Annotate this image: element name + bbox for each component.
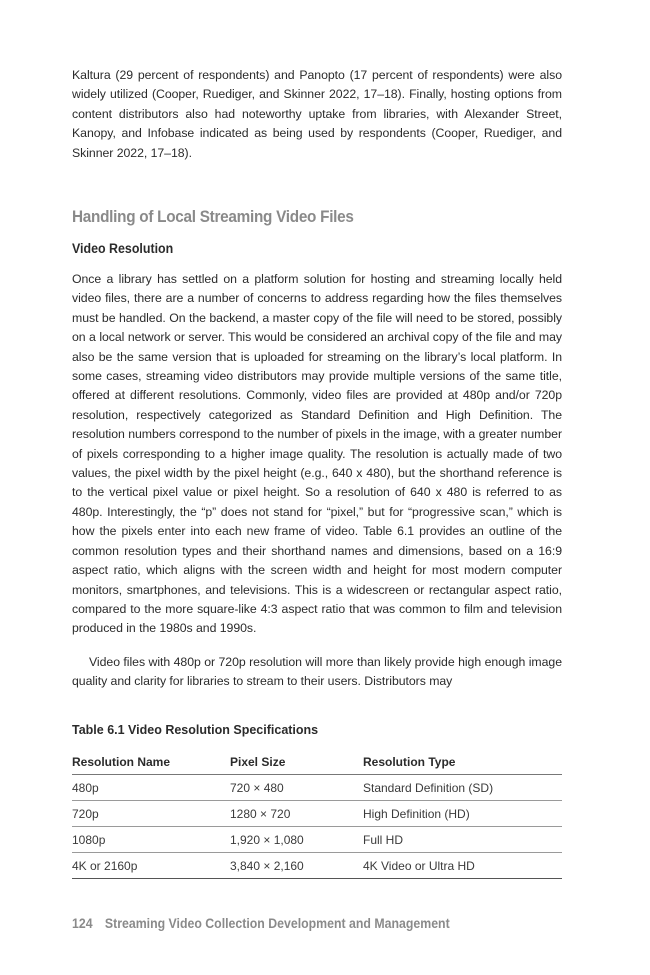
table-row (72, 775, 562, 801)
body-paragraph-2: Video files with 480p or 720p resolution will more than likely provide high enough image quality and clarity for libraries to stream to their users. Distributors may (72, 655, 562, 689)
body-paragraph-1: Once a library has settled on a platform solution for hosting and streaming locally held video files, there are a number of concerns to address regarding how the files themselves must be handled. On the backend, a master copy of the file will need to be stored, possibly on a local network or server. This would be considered an archival copy of the file and may also be the same version that is uploaded for streaming on the library’s local platform. In some cases, streaming video distributors may provide multiple versions of the same title, offered at different resolutions. Commonly, video files are provided at 480p and/or 720p resolution, respectively categorized as Standard Definition and High Definition. The resolution numbers correspond to the number of pixels in the image, with a greater number of pixels corresponding to a higher image quality. The resolution is actually made of two values, the pixel width by the pixel height (e.g., 640 x 480), but the shorthand reference is to the vertical pixel value or pixel height. So a resolution of 640 x 480 is referred to as 480p. Interestingly, the “p” does not stand for “pixel,” but for “progressive scan,” which is how the pixels enter into each new frame of video. Table 6.1 provides an outline of the common resolution types and their shorthand names and dimensions, based on a 16:9 aspect ratio, which aligns with the screen width and height for most modern computer monitors, smartphones, and televisions. This is a widescreen or rectangular aspect ratio, compared to the more square-like 4:3 aspect ratio that was common to film and television produced in the 1980s and 1990s. (72, 272, 562, 636)
table-cell: Full HD (363, 827, 562, 853)
table-cell: 480p (72, 775, 230, 801)
table-cell: 720 × 480 (230, 775, 363, 801)
table-cell: 1280 × 720 (230, 801, 363, 827)
table-cell: 3,840 × 2,160 (230, 853, 363, 879)
table-row (72, 827, 562, 853)
page-number: 124 (72, 915, 93, 931)
running-title: Streaming Video Collection Development and Management (104, 915, 450, 931)
table-cell: Standard Definition (SD) (363, 775, 562, 801)
column-header: Resolution Name (72, 752, 230, 775)
page-footer (72, 915, 450, 931)
intro-paragraph: Kaltura (29 percent of respondents) and Panopto (17 percent of respondents) were also widely utilized (Cooper, Ruediger, and Skinner 2022, 17–18). Finally, hosting options from content distributors also had noteworthy uptake from libraries, with Alexander Street, Kanopy, and Infobase indicated as being used by respondents (Cooper, Ruediger, and Skinner 2022, 17–18). (72, 68, 562, 160)
table-header-row (72, 752, 562, 775)
column-header: Resolution Type (363, 752, 562, 775)
column-header: Pixel Size (230, 752, 363, 775)
subheading: Video Resolution (72, 241, 174, 256)
table-caption: Table 6.1 Video Resolution Specifications (72, 723, 319, 737)
table-row (72, 801, 562, 827)
section-heading: Handling of Local Streaming Video Files (72, 207, 354, 226)
table-cell: 4K Video or Ultra HD (363, 853, 562, 879)
table-row (72, 853, 562, 879)
table-cell: 1080p (72, 827, 230, 853)
table-cell: 720p (72, 801, 230, 827)
table-cell: 1,920 × 1,080 (230, 827, 363, 853)
resolution-table (72, 752, 562, 879)
table-cell: 4K or 2160p (72, 853, 230, 879)
table-cell: High Definition (HD) (363, 801, 562, 827)
